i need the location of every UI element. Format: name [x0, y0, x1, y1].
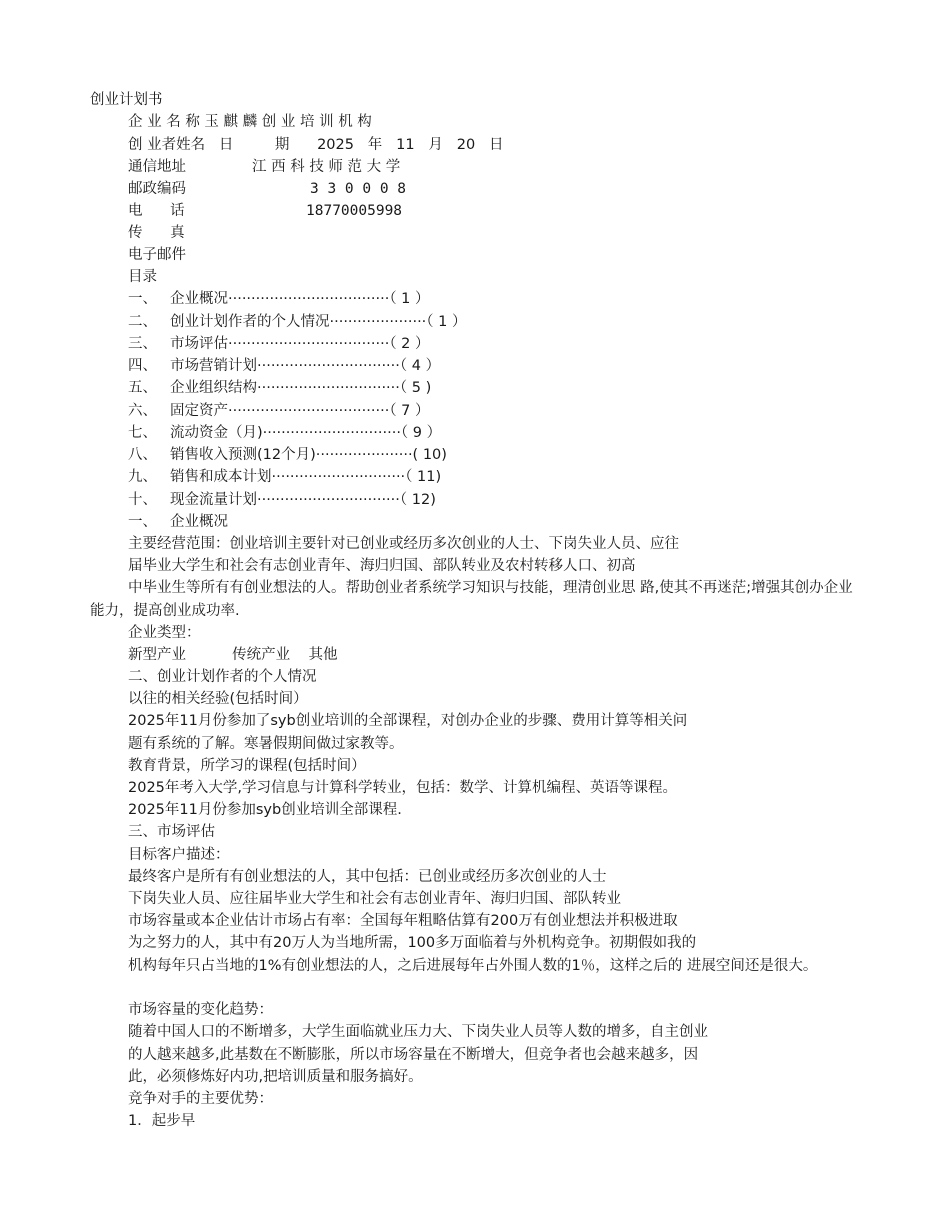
toc-item-6[interactable]: [128, 401, 430, 423]
email-label: 电子邮件: [128, 247, 186, 263]
postcode-label: 邮政编码: [128, 181, 186, 197]
section1-heading: [128, 512, 228, 534]
toc-item-8[interactable]: [128, 445, 447, 467]
section-title: 企业概况: [170, 514, 228, 530]
toc-item-text: 销售收入预测(12个月)·····················( 10): [170, 447, 447, 463]
scope-line-1: 主要经营范围：创业培训主要针对已创业或经历多次创业的人士、下岗失业人员、应往: [128, 536, 679, 552]
market-trend-line-3: 此，必须修炼好内功,把培训质量和服务搞好。: [128, 1069, 423, 1085]
toc-item-text: 销售和成本计划·····························（ 11): [170, 469, 442, 485]
toc-item-number: 七、: [128, 425, 157, 441]
founder-date-line: 创 业者姓名 日 期 2025 年 11 月 20 日: [128, 137, 504, 153]
toc-item-number: 六、: [128, 403, 157, 419]
fax-label: 传 真: [128, 225, 185, 241]
market-trend-label: 市场容量的变化趋势：: [128, 1002, 273, 1018]
company-type-label: 企业类型：: [128, 625, 201, 641]
toc-item-7[interactable]: [128, 423, 441, 445]
toc-item-number: 九、: [128, 469, 157, 485]
section3-heading: 三、市场评估: [128, 824, 215, 840]
market-capacity-paragraph: 机构每年只占当地的1%有创业想法的人，之后进展每年占外围人数的1％，这样之后的 进展空间还是很大。: [128, 958, 818, 974]
toc-item-text: 企业组织结构·······························（ 5 ): [170, 380, 432, 396]
toc-item-text: 市场营销计划·······························（ 4 ）: [170, 358, 441, 374]
market-capacity-line-2: 为之努力的人，其中有20万人为当地所需，100多万面临着与外机构竞争。初期假如我的: [128, 935, 697, 951]
address-value: 江 西 科 技 师 范 大 学: [252, 159, 401, 175]
market-trend-line-2: 的人越来越多,此基数在不断膨胀，所以市场容量在不断增大，但竞争者也会越来越多，因: [128, 1047, 699, 1063]
toc-item-2[interactable]: [128, 312, 466, 334]
competitor-advantage-label: 竞争对手的主要优势：: [128, 1091, 273, 1107]
toc-item-9[interactable]: [128, 467, 441, 489]
toc-item-text: 流动资金（月)······························（ 9 ）: [170, 425, 442, 441]
education-label: 教育背景，所学习的课程(包括时间）: [128, 758, 366, 774]
market-trend-line-1: 随着中国人口的不断增多，大学生面临就业压力大、下岗失业人员等人数的增多，自主创业: [128, 1024, 708, 1040]
toc-item-number: 五、: [128, 380, 157, 396]
toc-item-number: 一、: [128, 291, 157, 307]
phone-value: 18770005998: [306, 203, 403, 219]
scope-paragraph: 中毕业生等所有有创业想法的人。帮助创业者系统学习知识与技能，理清创业思 路,使其不再迷茫;增强其创办企业能力，提高创业成功率.: [90, 580, 853, 619]
toc-item-5[interactable]: [128, 378, 431, 400]
postcode-value: 3 3 0 0 0 8: [310, 181, 407, 197]
toc-item-text: 创业计划作者的个人情况·····················（ 1 ）: [170, 314, 467, 330]
target-customer-line-2: 下岗失业人员、应往届毕业大学生和社会有志创业青年、海归归国、部队转业: [128, 891, 621, 907]
address-label: 通信地址: [128, 159, 186, 175]
toc-title: 目录: [128, 269, 157, 285]
competitor-advantage-item-1: 1．起步早: [128, 1113, 196, 1129]
experience-label: 以往的相关经验(包括时间）: [128, 691, 308, 707]
toc-item-number: 二、: [128, 314, 157, 330]
phone-label: 电 话: [128, 203, 185, 219]
experience-line-2: 题有系统的了解。寒暑假期间做过家教等。: [128, 736, 404, 752]
toc-item-number: 三、: [128, 336, 157, 352]
target-customer-line-1: 最终客户是所有有创业想法的人，其中包括：已创业或经历多次创业的人士: [128, 869, 607, 885]
target-customer-label: 目标客户描述：: [128, 847, 230, 863]
market-capacity-line-1: 市场容量或本企业估计市场占有率：全国每年粗略估算有200万有创业想法并积极进取: [128, 913, 678, 929]
toc-item-text: 市场评估···································（ 2 ）: [170, 336, 430, 352]
toc-item-number: 十、: [128, 492, 157, 508]
toc-item-text: 企业概况···································（ 1 ）: [170, 291, 430, 307]
doc-title: 创业计划书: [90, 92, 163, 108]
company-type-options: 新型产业 传统产业 其他: [128, 647, 338, 663]
education-line-1: 2025年考入大学,学习信息与计算科学转业，包括：数学、计算机编程、英语等课程。: [128, 780, 678, 796]
toc-item-text: 固定资产···································（ 7 ）: [170, 403, 430, 419]
toc-item-text: 现金流量计划·······························（ 12): [170, 492, 436, 508]
toc-item-number: 八、: [128, 447, 157, 463]
experience-line-1: 2025年11月份参加了syb创业培训的全部课程，对创办企业的步骤、费用计算等相关问: [128, 713, 688, 729]
toc-item-number: 四、: [128, 358, 157, 374]
company-name-line: 企 业 名 称 玉 麒 麟 创 业 培 训 机 构: [128, 114, 372, 130]
toc-item-3[interactable]: [128, 334, 430, 356]
education-line-2: 2025年11月份参加syb创业培训全部课程.: [128, 802, 402, 818]
toc-item-4[interactable]: [128, 356, 440, 378]
scope-line-2: 届毕业大学生和社会有志创业青年、海归归国、部队转业及农村转移人口、初高: [128, 558, 636, 574]
toc-item-10[interactable]: [128, 490, 436, 512]
toc-item-1[interactable]: [128, 289, 430, 311]
section-number: 一、: [128, 514, 157, 530]
section2-heading: 二、创业计划作者的个人情况: [128, 669, 317, 685]
